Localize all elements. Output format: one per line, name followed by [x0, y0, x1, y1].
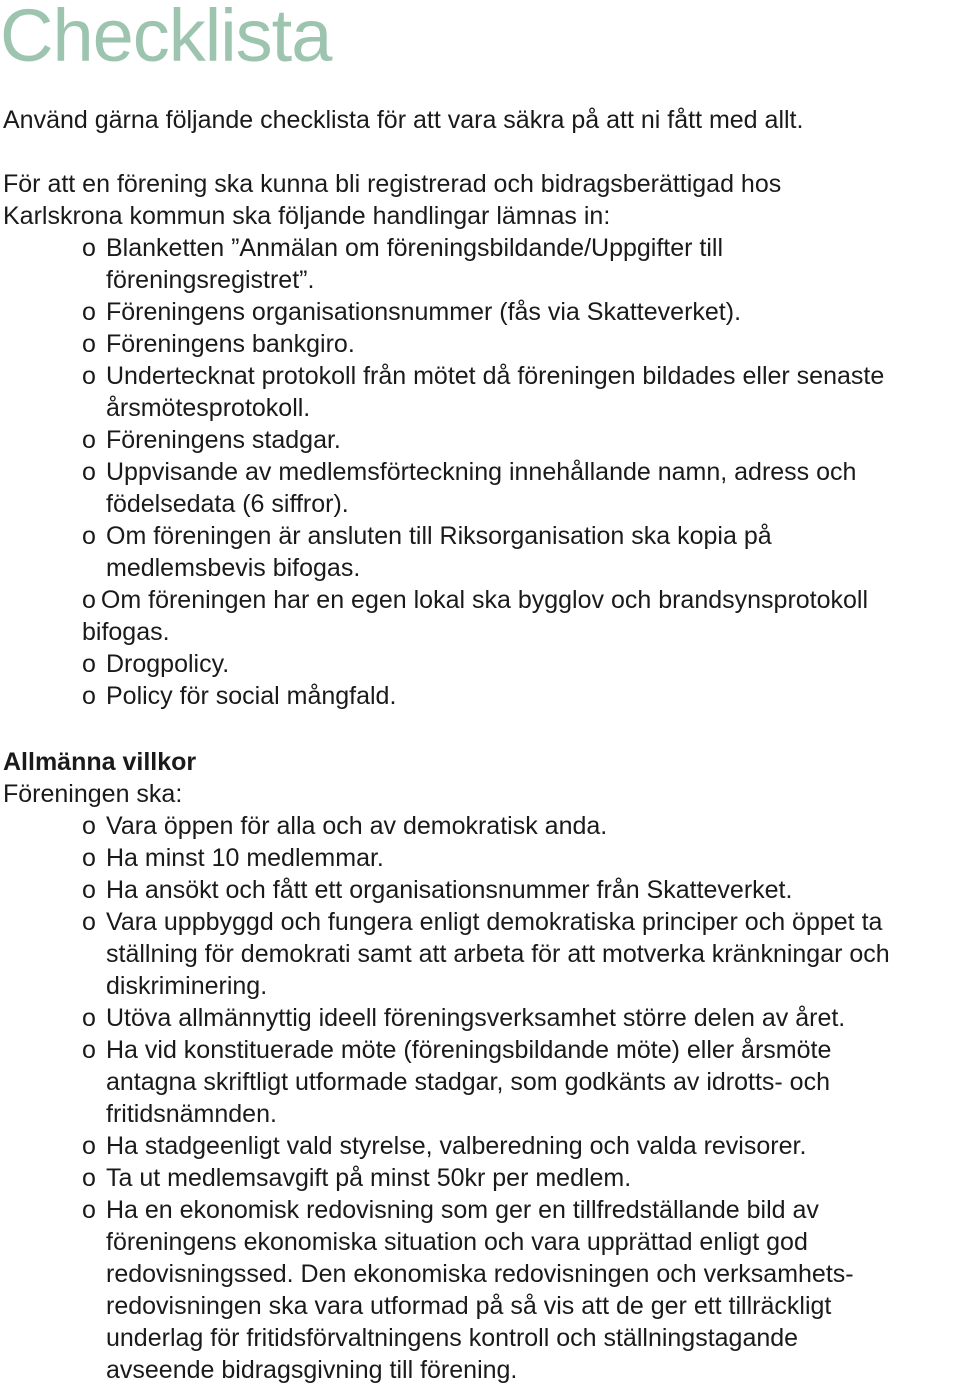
checklist-item: o Föreningens bankgiro. — [82, 330, 355, 358]
documents-checklist — [82, 232, 960, 712]
checklist-item: o Föreningens stadgar. — [82, 426, 341, 454]
general-conditions-intro: Föreningen ska: — [3, 780, 183, 808]
checkbox-bullet-icon: o — [82, 682, 96, 710]
checkbox-bullet-icon: o — [82, 426, 96, 454]
checkbox-bullet-icon: o — [82, 586, 96, 614]
checkbox-bullet-icon: o — [82, 1004, 96, 1032]
checklist-item: o Uppvisande av medlemsförteckning innehållande namn, adress och födelsedata (6 siffror). — [82, 458, 857, 518]
checklist-item: o Utöva allmännyttig ideell föreningsverksamhet större delen av året. — [82, 1004, 846, 1032]
checklist-item: o Ha stadgeenligt vald styrelse, valberedning och valda revisorer. — [82, 1132, 807, 1160]
checkbox-bullet-icon: o — [82, 876, 96, 904]
checkbox-bullet-icon: o — [82, 298, 96, 326]
checklist-item: o Ha en ekonomisk redovisning som ger en tillfredställande bild av föreningens ekonomiska situation och vara upprättad enligt god redovisningssed. Den ekonomiska redovisningen och verksamhets- redovisningen ska vara utformad på så vis att de ger ett tillräckligt underlag för fritidsförvaltningens kontroll och ställningstagande avseende bidragsgivning till förening. — [82, 1196, 854, 1384]
registration-intro-line-1: För att en förening ska kunna bli registrerad och bidragsberättigad hos — [3, 170, 782, 198]
checkbox-bullet-icon: o — [82, 522, 96, 550]
checklist-item: o Policy för social mångfald. — [82, 682, 397, 710]
checkbox-bullet-icon: o — [82, 1036, 96, 1064]
checkbox-bullet-icon: o — [82, 234, 96, 262]
checklist-item: o Vara öppen för alla och av demokratisk anda. — [82, 812, 608, 840]
checklist-item: o Vara uppbyggd och fungera enligt demokratiska principer och öppet ta ställning för demokrati samt att arbeta för att motverka kränkningar och diskriminering. — [82, 908, 890, 1000]
intro-text: Använd gärna följande checklista för att vara säkra på att ni fått med allt. — [3, 106, 804, 134]
general-conditions-heading: Allmänna villkor — [3, 748, 197, 776]
checkbox-bullet-icon: o — [82, 844, 96, 872]
conditions-checklist — [82, 810, 960, 1386]
checklist-item: o Undertecknat protokoll från mötet då föreningen bildades eller senaste årsmötesprotokoll. — [82, 362, 885, 422]
registration-intro-line-2: Karlskrona kommun ska följande handlingar lämnas in: — [3, 202, 611, 230]
checkbox-bullet-icon: o — [82, 330, 96, 358]
checkbox-bullet-icon: o — [82, 908, 96, 936]
checklist-item: o Ha ansökt och fått ett organisationsnummer från Skatteverket. — [82, 876, 793, 904]
checklist-item: o Ha vid konstituerade möte (föreningsbildande möte) eller årsmöte antagna skriftligt utformade stadgar, som godkänts av idrotts- och fritidsnämnden. — [82, 1036, 832, 1128]
checkbox-bullet-icon: o — [82, 458, 96, 486]
checklist-item: o Ha minst 10 medlemmar. — [82, 844, 384, 872]
checkbox-bullet-icon: o — [82, 1132, 96, 1160]
checkbox-bullet-icon: o — [82, 1196, 96, 1224]
checklist-item: o Blanketten ”Anmälan om föreningsbildande/Uppgifter till föreningsregistret”. — [82, 234, 724, 294]
checklist-item: o Ta ut medlemsavgift på minst 50kr per medlem. — [82, 1164, 632, 1192]
checklist-item: o Föreningens organisationsnummer (fås via Skatteverket). — [82, 298, 742, 326]
checkbox-bullet-icon: o — [82, 362, 96, 390]
checklist-item: o Om föreningen har en egen lokal ska bygglov och brandsynsprotokoll bifogas. — [82, 586, 869, 646]
checkbox-bullet-icon: o — [82, 650, 96, 678]
checkbox-bullet-icon: o — [82, 1164, 96, 1192]
checklist-item: o Om föreningen är ansluten till Riksorganisation ska kopia på medlemsbevis bifogas. — [82, 522, 772, 582]
checkbox-bullet-icon: o — [82, 812, 96, 840]
page-title: Checklista — [0, 0, 332, 77]
checklist-item: o Drogpolicy. — [82, 650, 230, 678]
